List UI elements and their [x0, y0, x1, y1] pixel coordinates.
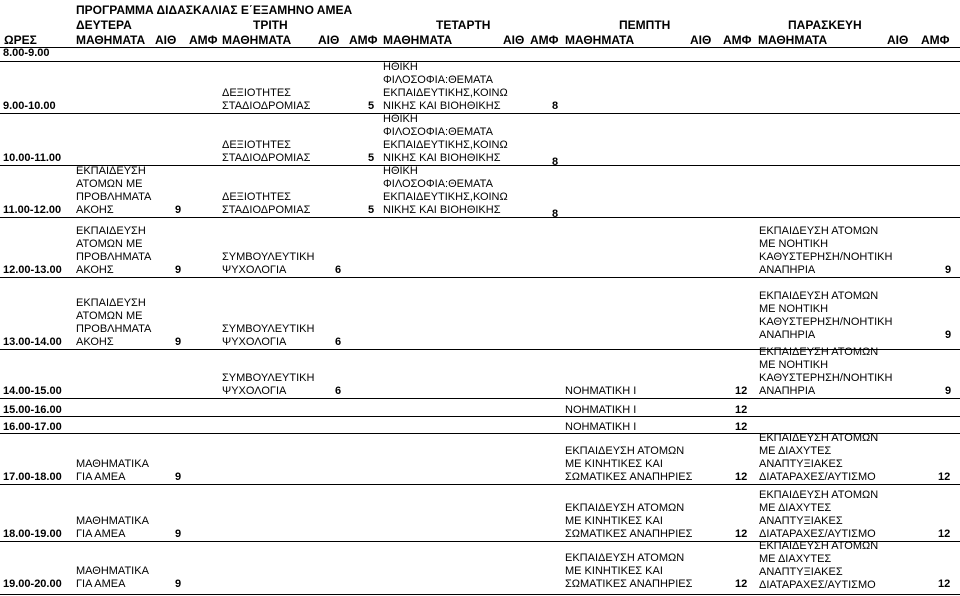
hour-label: 11.00-12.00	[3, 204, 62, 216]
col-amf-tue: ΑΜΦ	[349, 33, 378, 47]
day-wednesday: ΤΕΤΑΡΤΗ	[436, 18, 491, 32]
room-tue-11: 5	[368, 204, 375, 216]
sheet-title: ΠΡΟΓΡΑΜΜΑ ΔΙΔΑΣΚΑΛΙΑΣ Ε΄ΕΞΑΜΗΝΟ ΑΜΕΑ	[76, 3, 353, 17]
room-fri-13: 9	[945, 329, 952, 341]
course-cell-mon-17: ΜΑΘΗΜΑΤΙΚΑ ΓΙΑ ΑΜΕΑ	[76, 458, 149, 483]
course-cell-fri-12: ΕΚΠΑΙΔΕΥΣΗ ΑΤΟΜΩΝ ΜΕ ΝΟΗΤΙΚΗ ΚΑΘΥΣΤΕΡΗΣΗ/ΝΟΗΤΙΚΗ ΑΝΑΠΗΡΙΑ	[759, 225, 893, 276]
course-cell-fri-14: ΕΚΠΑΙΔΕΥΣΗ ΑΤΟΜΩΝ ΜΕ ΝΟΗΤΙΚΗ ΚΑΘΥΣΤΕΡΗΣΗ/ΝΟΗΤΙΚΗ ΑΝΑΠΗΡΙΑ	[759, 346, 893, 397]
course-cell-thu-14: ΝΟΗΜΑΤΙΚΗ Ι	[565, 385, 637, 397]
day-thursday: ΠΕΜΠΤΗ	[619, 18, 671, 32]
room-mon-11: 9	[175, 204, 182, 216]
hour-label: 16.00-17.00	[3, 421, 62, 433]
course-cell-thu-15: ΝΟΗΜΑΤΙΚΗ Ι	[565, 404, 637, 416]
hour-label: 19.00-20.00	[3, 578, 62, 590]
course-cell-wed-9: ΗΘΙΚΗ ΦΙΛΟΣΟΦΙΑ:ΘΕΜΑΤΑ ΕΚΠΑΙΔΕΥΤΙΚΗΣ,ΚΟΙΝΩ ΝΙΚΗΣ ΚΑΙ ΒΙΟΗΘΙΚΗΣ	[383, 61, 508, 112]
hour-label: 8.00-9.00	[3, 47, 50, 59]
course-cell-tue-11: ΔΕΞΙΟΤΗΤΕΣ ΣΤΑΔΙΟΔΡΟΜΙΑΣ	[222, 191, 311, 216]
col-room-wed: ΑΙΘ	[503, 33, 525, 47]
course-cell-tue-9: ΔΕΞΙΟΤΗΤΕΣ ΣΤΑΔΙΟΔΡΟΜΙΑΣ	[222, 87, 311, 112]
col-room-mon: ΑΙΘ	[155, 33, 177, 47]
hour-label: 10.00-11.00	[3, 152, 62, 164]
room-thu-15: 12	[735, 404, 748, 416]
col-amf-fri: ΑΜΦ	[921, 33, 950, 47]
room-thu-14: 12	[735, 385, 748, 397]
col-courses-mon: ΜΑΘΗΜΑΤΑ	[76, 33, 146, 47]
room-fri-17: 12	[938, 471, 951, 483]
course-cell-mon-19: ΜΑΘΗΜΑΤΙΚΑ ΓΙΑ ΑΜΕΑ	[76, 565, 149, 590]
course-cell-mon-12: ΕΚΠΑΙΔΕΥΣΗ ΑΤΟΜΩΝ ΜΕ ΠΡΟΒΛΗΜΑΤΑ ΑΚΟΗΣ	[76, 225, 152, 276]
row-divider	[0, 277, 960, 278]
course-cell-thu-17: ΕΚΠΑΙΔΕΥΣΗ ΑΤΟΜΩΝ ΜΕ ΚΙΝΗΤΙΚΕΣ ΚΑΙ ΣΩΜΑΤΙΚΕΣ ΑΝΑΠΗΡΙΕΣ	[565, 445, 693, 483]
room-wed-11: 8	[552, 208, 559, 220]
col-room-tue: ΑΙΘ	[318, 33, 340, 47]
col-courses-tue: ΜΑΘΗΜΑΤΑ	[222, 33, 292, 47]
room-mon-12: 9	[175, 264, 182, 276]
course-cell-tue-12: ΣΥΜΒΟΥΛΕΥΤΙΚΗ ΨΥΧΟΛΟΓΙΑ	[222, 251, 315, 276]
course-cell-tue-10: ΔΕΞΙΟΤΗΤΕΣ ΣΤΑΔΙΟΔΡΟΜΙΑΣ	[222, 139, 311, 164]
course-cell-fri-13: ΕΚΠΑΙΔΕΥΣΗ ΑΤΟΜΩΝ ΜΕ ΝΟΗΤΙΚΗ ΚΑΘΥΣΤΕΡΗΣΗ/ΝΟΗΤΙΚΗ ΑΝΑΠΗΡΙΑ	[759, 290, 893, 341]
row-divider	[0, 217, 960, 218]
col-hours: ΩΡΕΣ	[4, 33, 37, 47]
course-cell-thu-18: ΕΚΠΑΙΔΕΥΣΗ ΑΤΟΜΩΝ ΜΕ ΚΙΝΗΤΙΚΕΣ ΚΑΙ ΣΩΜΑΤΙΚΕΣ ΑΝΑΠΗΡΙΕΣ	[565, 502, 693, 540]
room-wed-9: 8	[552, 100, 559, 112]
hour-label: 14.00-15.00	[3, 385, 62, 397]
room-tue-9: 5	[368, 100, 375, 112]
course-cell-wed-11: ΗΘΙΚΗ ΦΙΛΟΣΟΦΙΑ:ΘΕΜΑΤΑ ΕΚΠΑΙΔΕΥΤΙΚΗΣ,ΚΟΙΝΩ ΝΙΚΗΣ ΚΑΙ ΒΙΟΗΘΙΚΗΣ	[383, 165, 508, 216]
hour-label: 12.00-13.00	[3, 264, 62, 276]
col-room-thu: ΑΙΘ	[690, 33, 712, 47]
hour-label: 13.00-14.00	[3, 336, 62, 348]
course-cell-thu-16: ΝΟΗΜΑΤΙΚΗ Ι	[565, 421, 637, 433]
course-cell-mon-18: ΜΑΘΗΜΑΤΙΚΑ ΓΙΑ ΑΜΕΑ	[76, 515, 149, 540]
room-thu-17: 12	[735, 471, 748, 483]
course-cell-fri-19: ΕΚΠΑΙΔΕΥΣΗ ΑΤΟΜΩΝ ΜΕ ΔΙΑΧΥΤΕΣ ΑΝΑΠΤΥΞΙΑΚΕΣ ΔΙΑΤΑΡΑΧΕΣ/ΑΥΤΙΣΜΟ	[759, 540, 879, 591]
col-amf-mon: ΑΜΦ	[189, 33, 218, 47]
room-fri-19: 12	[938, 578, 951, 590]
col-courses-fri: ΜΑΘΗΜΑΤΑ	[758, 33, 828, 47]
col-courses-wed: ΜΑΘΗΜΑΤΑ	[383, 33, 453, 47]
room-thu-18: 12	[735, 528, 748, 540]
row-divider	[0, 416, 960, 417]
course-cell-fri-17: ΕΚΠΑΙΔΕΥΣΗ ΑΤΟΜΩΝ ΜΕ ΔΙΑΧΥΤΕΣ ΑΝΑΠΤΥΞΙΑΚΕΣ ΔΙΑΤΑΡΑΧΕΣ/ΑΥΤΙΣΜΟ	[759, 432, 879, 483]
room-mon-17: 9	[175, 471, 182, 483]
col-amf-wed: ΑΜΦ	[530, 33, 559, 47]
room-tue-10: 5	[368, 152, 375, 164]
course-cell-mon-11: ΕΚΠΑΙΔΕΥΣΗ ΑΤΟΜΩΝ ΜΕ ΠΡΟΒΛΗΜΑΤΑ ΑΚΟΗΣ	[76, 165, 152, 216]
room-thu-19: 12	[735, 578, 748, 590]
room-thu-16: 12	[735, 421, 748, 433]
room-tue-13: 6	[335, 336, 342, 348]
room-tue-14: 6	[335, 385, 342, 397]
row-divider	[0, 398, 960, 399]
hour-label: 17.00-18.00	[3, 471, 62, 483]
col-amf-thu: ΑΜΦ	[723, 33, 752, 47]
hour-label: 9.00-10.00	[3, 100, 56, 112]
room-fri-14: 9	[945, 385, 952, 397]
row-divider	[0, 484, 960, 485]
room-fri-18: 12	[938, 528, 951, 540]
room-tue-12: 6	[335, 264, 342, 276]
hour-label: 18.00-19.00	[3, 528, 62, 540]
room-fri-12: 9	[945, 264, 952, 276]
course-cell-thu-19: ΕΚΠΑΙΔΕΥΣΗ ΑΤΟΜΩΝ ΜΕ ΚΙΝΗΤΙΚΕΣ ΚΑΙ ΣΩΜΑΤΙΚΕΣ ΑΝΑΠΗΡΙΕΣ	[565, 552, 693, 590]
room-mon-18: 9	[175, 528, 182, 540]
hour-label: 15.00-16.00	[3, 404, 62, 416]
room-wed-10: 8	[552, 156, 559, 168]
course-cell-wed-10: ΗΘΙΚΗ ΦΙΛΟΣΟΦΙΑ:ΘΕΜΑΤΑ ΕΚΠΑΙΔΕΥΤΙΚΗΣ,ΚΟΙΝΩ ΝΙΚΗΣ ΚΑΙ ΒΙΟΗΘΙΚΗΣ	[383, 113, 508, 164]
row-divider	[0, 594, 960, 595]
col-courses-thu: ΜΑΘΗΜΑΤΑ	[565, 33, 635, 47]
course-cell-mon-13: ΕΚΠΑΙΔΕΥΣΗ ΑΤΟΜΩΝ ΜΕ ΠΡΟΒΛΗΜΑΤΑ ΑΚΟΗΣ	[76, 297, 152, 348]
course-cell-tue-14: ΣΥΜΒΟΥΛΕΥΤΙΚΗ ΨΥΧΟΛΟΓΙΑ	[222, 372, 315, 397]
course-cell-fri-18: ΕΚΠΑΙΔΕΥΣΗ ΑΤΟΜΩΝ ΜΕ ΔΙΑΧΥΤΕΣ ΑΝΑΠΤΥΞΙΑΚΕΣ ΔΙΑΤΑΡΑΧΕΣ/ΑΥΤΙΣΜΟ	[759, 489, 879, 540]
day-tuesday: ΤΡΙΤΗ	[253, 18, 288, 32]
day-monday: ΔΕΥΤΕΡΑ	[76, 18, 132, 32]
course-cell-tue-13: ΣΥΜΒΟΥΛΕΥΤΙΚΗ ΨΥΧΟΛΟΓΙΑ	[222, 323, 315, 348]
row-divider	[0, 47, 960, 48]
col-room-fri: ΑΙΘ	[887, 33, 909, 47]
room-mon-13: 9	[175, 336, 182, 348]
room-mon-19: 9	[175, 578, 182, 590]
day-friday: ΠΑΡΑΣΚΕΥΗ	[788, 18, 862, 32]
